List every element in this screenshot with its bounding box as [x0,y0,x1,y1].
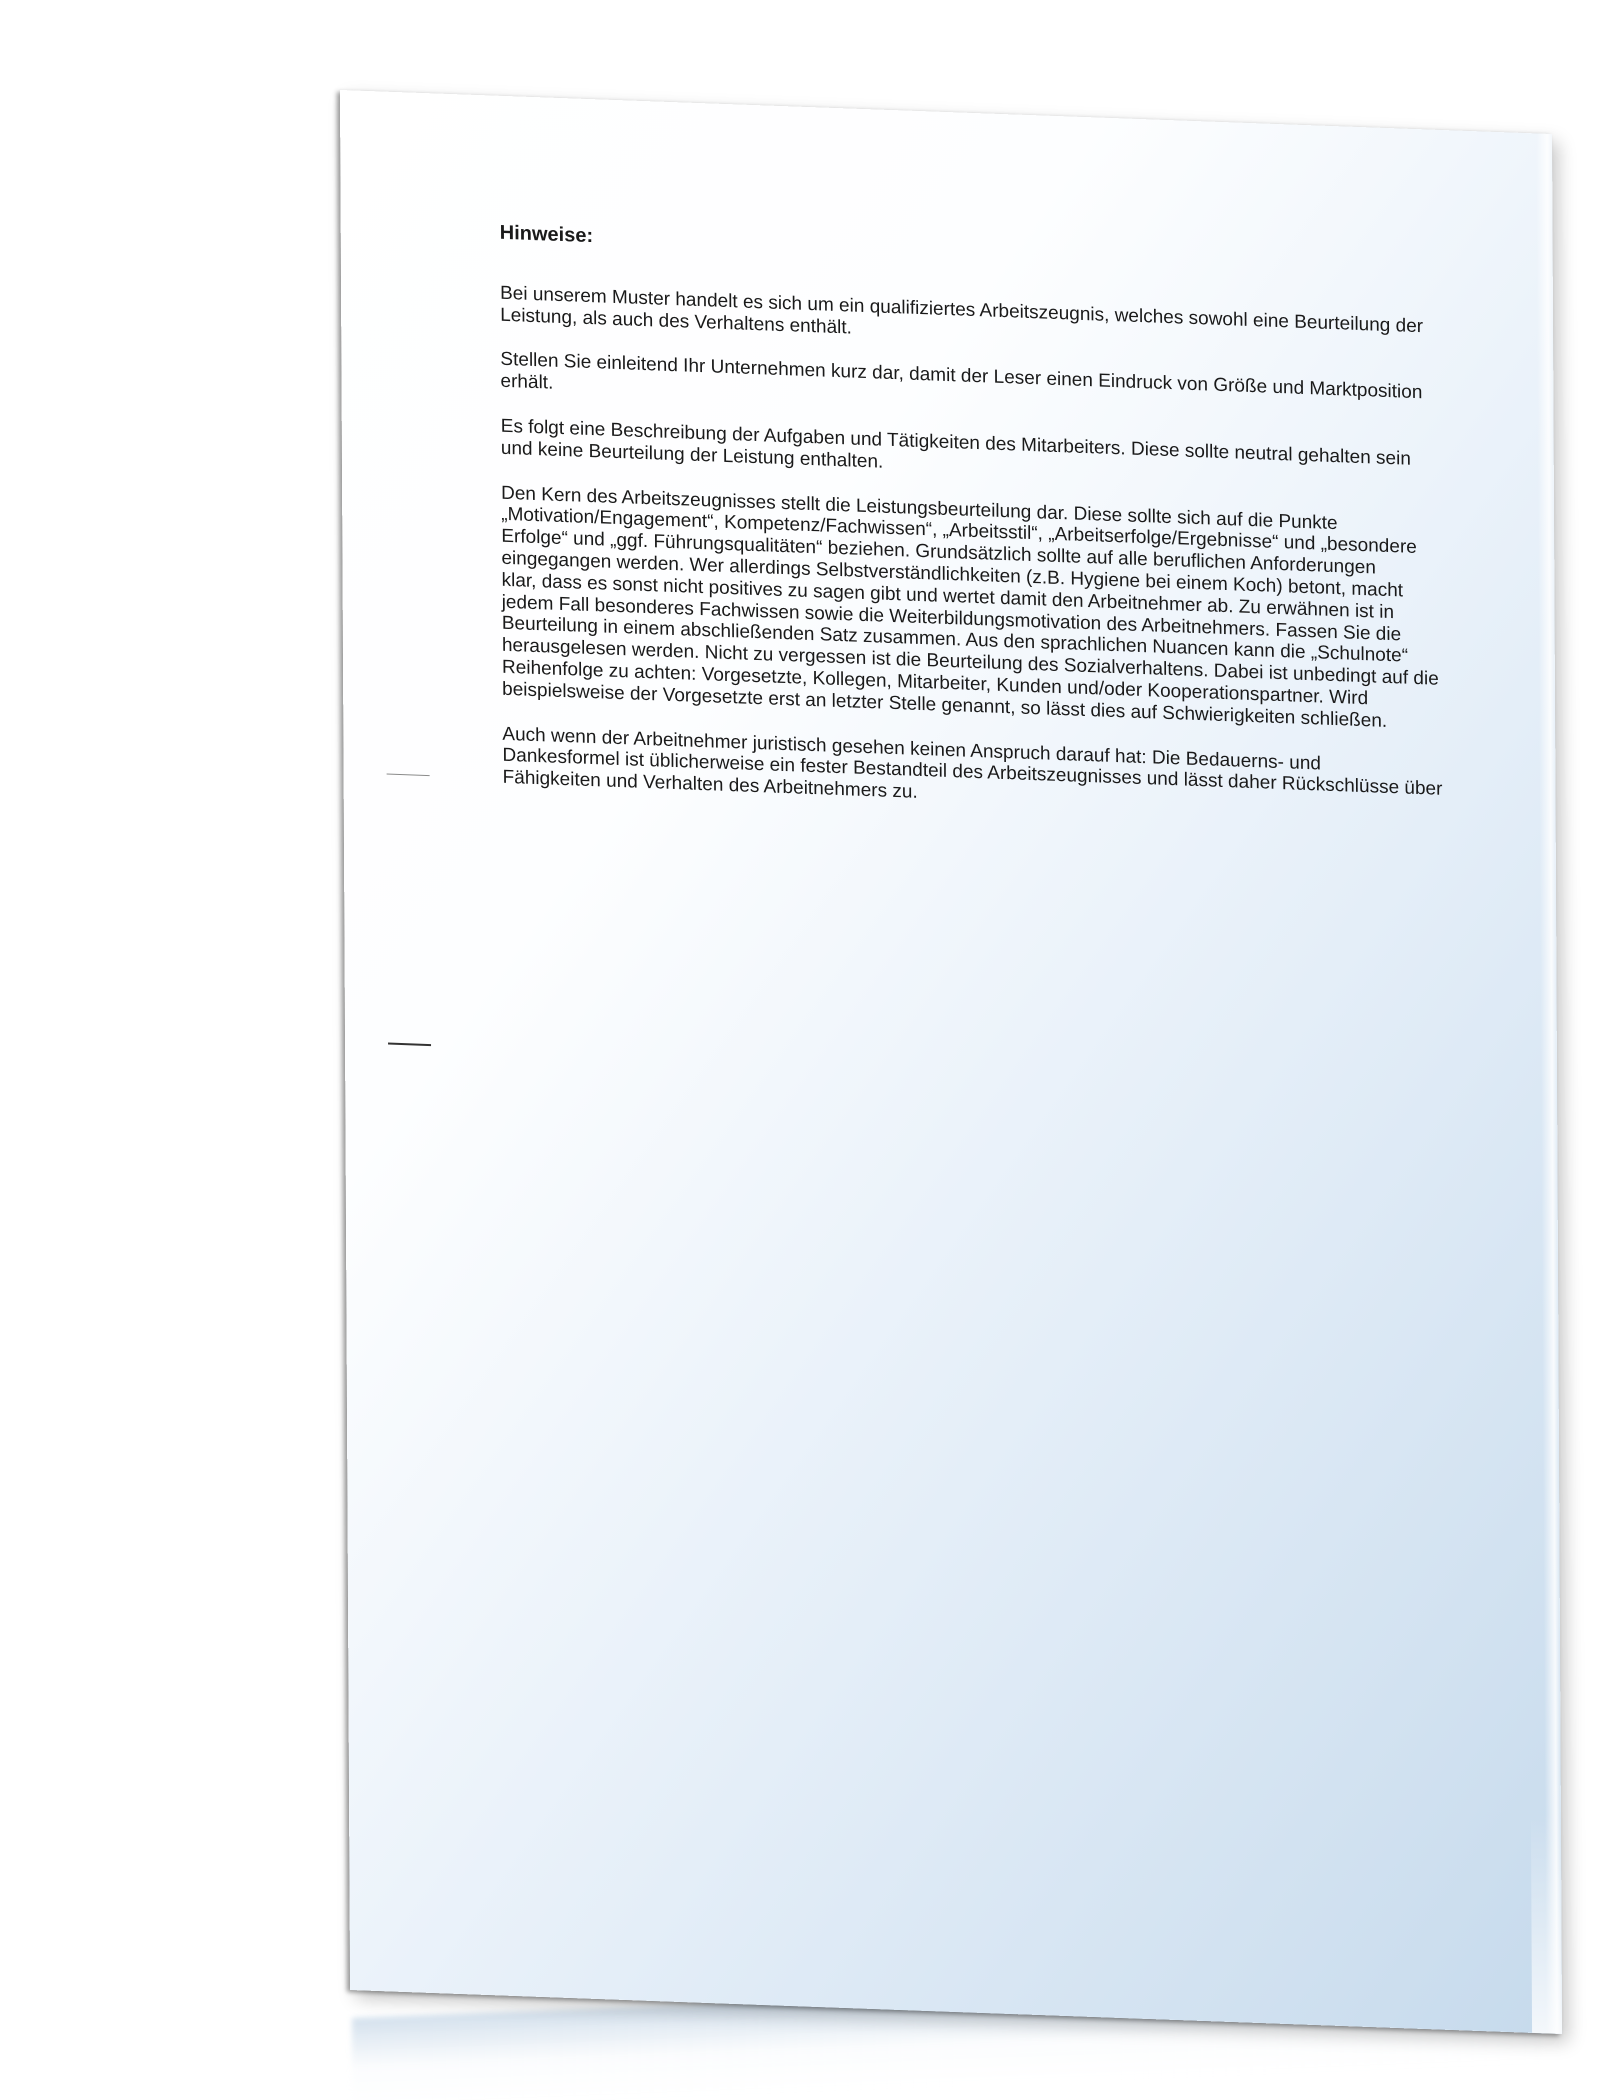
document-content [500,223,1443,846]
paragraph-intro: Bei unserem Muster handelt es sich um ein qualifiziertes Arbeitszeugnis, welches sowohl eine Beurteilung der Leistung, als auch des Verhaltens enthält. [499,282,1424,339]
page-edge-glare [1536,133,1562,2034]
paragraph-closing: Auch wenn der Arbeitnehmer juristisch gesehen keinen Anspruch darauf hat: Die Bedauerns- und Dankesformel ist üblicherweise ein fester Bestandteil des Arbeitszeugnisses und lässt daher Rückschlüsse über Fähigkeiten und Verhalten des Arbeitnehmers zu. [502,723,1443,803]
paragraph-company: Stellen Sie einleitend Ihr Unternehmen kurz dar, damit der Leser einen Eindruck von Größe und Marktposition erhält. [500,349,1423,404]
document-heading: Hinweise: [499,221,594,248]
page-corner-glare [1531,1813,1562,2034]
punch-mark [388,1043,431,1047]
paragraph-performance: Den Kern des Arbeitszeugnisses stellt die Leistungsbeurteilung dar. Diese sollte sich auf die Punkte „Motivation/Engagement“, Kompetenz/Fachwissen“, „Arbeitsstil“, „Arbeitserfolge/Ergebnisse“ und „besondere Erfolge“ und „ggf. Führungsqualitäten“ beziehen. Grundsätzlich sollte auf alle beruflichen Anforderungen eingegangen werden. Wer allerdings Selbstverständlichkeiten (z.B. Hygiene bei einem Koch) betont, macht klar, dass es sonst nicht positives zu sagen gibt und wertet damit den Arbeitnehmer ab. Zu erwähnen ist in jedem Fall besonderes Fachwissen sowie die Weiterbildungsmotivation des Arbeitnehmers. Fassen Sie die Beurteilung in einem abschließenden Satz zusammen. Aus den sprachlichen Nuancen kann die „Schulnote“ herausgelesen werden. Nicht zu vergessen ist die Beurteilung des Sozialverhaltens. Dabei ist unbedingt auf die Reihenfolge zu achten: Vorgesetzte, Kollegen, Mitarbeiter, Kunden und/oder Kooperationspartner. Wird beispielsweise der Vorgesetzte erst an letzter Stelle genannt, so lässt dies auf Schwierigkeiten schließen. [501,482,1439,732]
fold-mark-top [387,774,430,777]
document-page [340,90,1562,2034]
paragraph-tasks: Es folgt eine Beschreibung der Aufgaben und Tätigkeiten des Mitarbeiters. Diese sollte neutral gehalten sein und keine Beurteilung der Leistung enthalten. [500,415,1411,473]
